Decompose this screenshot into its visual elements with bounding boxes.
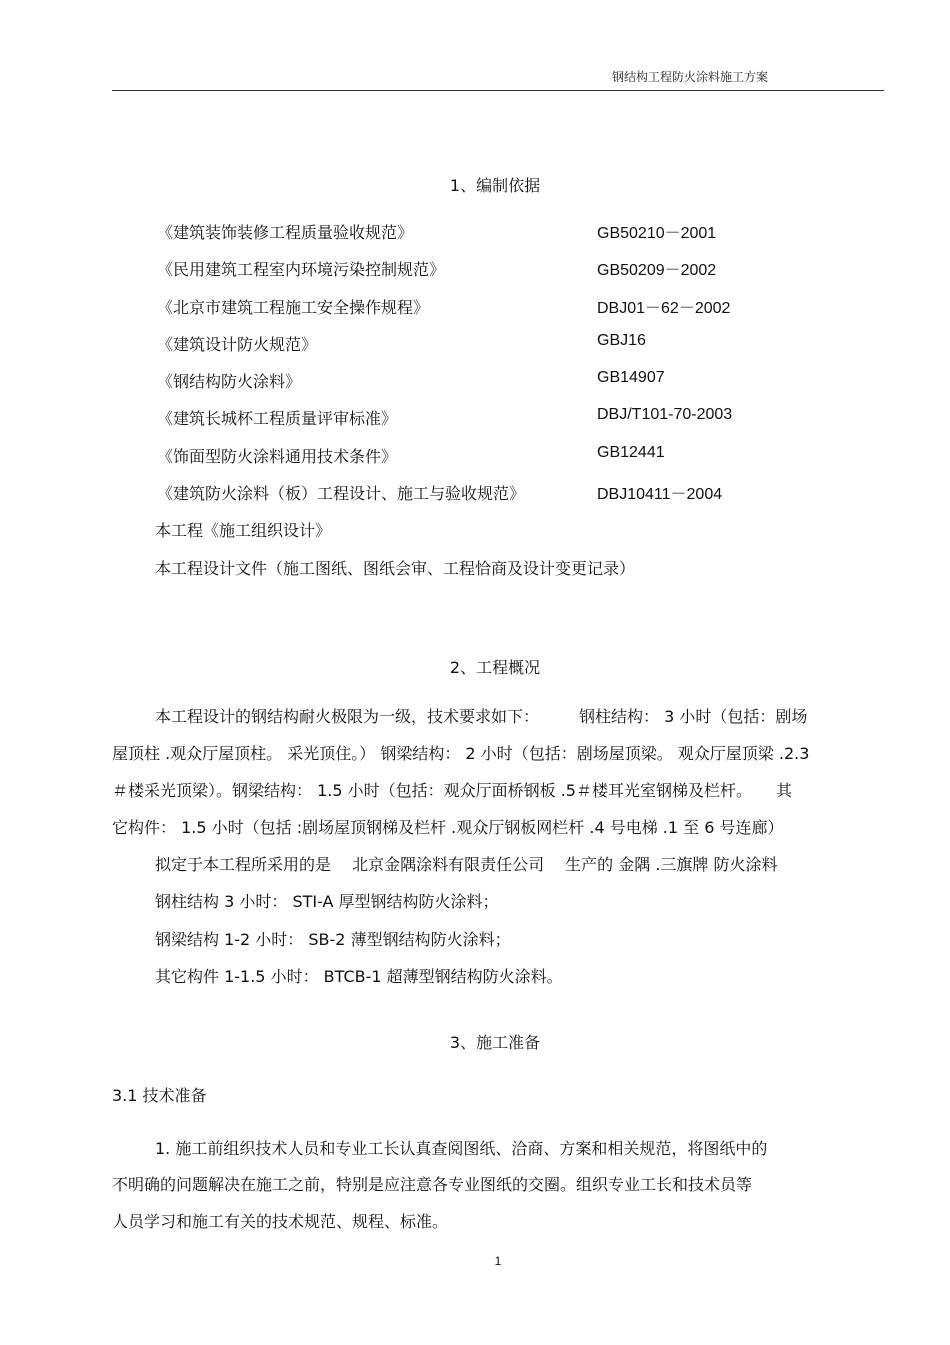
reference-title: 《建筑设计防火规范》	[157, 335, 318, 354]
reference-title: 《建筑装饰装修工程质量验收规范》	[157, 223, 414, 242]
section-1-heading: 1、编制依据	[449, 176, 541, 195]
reference-code: DBJ01－62－2002	[597, 300, 731, 317]
reference-code: GB50209－2002	[597, 262, 717, 279]
paragraph-line: 本工程设计的钢结构耐火极限为一级，技术要求如下： 钢柱结构： 3 小时（包括：剧场	[155, 707, 808, 726]
paragraph-line: 屋顶柱 .观众厅屋顶柱。 采光顶住。） 钢梁结构： 2 小时（包括：剧场屋顶梁。 观众厅屋顶梁 .2.3	[112, 744, 810, 763]
paragraph-line: 它构件： 1.5 小时（包括 :剧场屋顶钢梯及栏杆 .观众厅钢板网栏杆 .4 号电梯 .1 至 6 号连廊）	[112, 818, 784, 837]
paragraph-line: 不明确的问题解决在施工之前，特别是应注意各专业图纸的交圈。组织专业工长和技术员等	[112, 1175, 753, 1194]
subsection-heading: 3.1 技术准备	[112, 1086, 207, 1105]
paragraph-line: ＃楼采光顶梁）。钢梁结构： 1.5 小时（包括：观众厅面桥钢板 .5＃楼耳光室钢梯及栏杆。 其	[112, 781, 792, 800]
reference-title: 《建筑长城杯工程质量评审标准》	[157, 409, 398, 428]
reference-code: GB14907	[597, 369, 665, 386]
reference-code: DBJ10411－2004	[597, 486, 723, 503]
reference-title: 《钢结构防火涂料》	[157, 372, 302, 391]
section-3-heading: 3、施工准备	[449, 1033, 541, 1052]
reference-extra-2: 本工程设计文件（施工图纸、图纸会审、工程恰商及设计变更记录）	[155, 559, 636, 578]
coating-item: 其它构件 1-1.5 小时： BTCB-1 超薄型钢结构防火涂料。	[155, 967, 563, 986]
reference-code: GB50210－2001	[597, 225, 717, 242]
coating-item: 钢梁结构 1-2 小时： SB-2 薄型钢结构防火涂料；	[155, 930, 511, 949]
paragraph-line: 1. 施工前组织技术人员和专业工长认真查阅图纸、洽商、方案和相关规范，将图纸中的	[155, 1139, 768, 1158]
reference-title: 《北京市建筑工程施工安全操作规程》	[157, 298, 430, 317]
header-divider	[112, 90, 884, 91]
reference-title: 《饰面型防火涂料通用技术条件》	[157, 447, 398, 466]
reference-code: GBJ16	[597, 332, 646, 349]
reference-extra-1: 本工程《施工组织设计》	[155, 521, 332, 540]
reference-code: DBJ/T101-70-2003	[597, 406, 733, 423]
coating-item: 钢柱结构 3 小时： STI-A 厚型钢结构防火涂料；	[155, 892, 499, 911]
reference-code: GB12441	[597, 444, 665, 461]
coating-plan-line: 拟定于本工程所采用的是 北京金隅涂料有限责任公司 生产的 金隅 .三旗牌 防火涂料	[155, 855, 778, 874]
running-header: 钢结构工程防火涂料施工方案	[611, 70, 768, 84]
reference-title: 《建筑防火涂料（板）工程设计、施工与验收规范》	[157, 484, 526, 503]
paragraph-line: 人员学习和施工有关的技术规范、规程、标准。	[112, 1212, 449, 1231]
reference-title: 《民用建筑工程室内环境污染控制规范》	[157, 260, 446, 279]
page-number: 1	[494, 1254, 502, 1268]
section-2-heading: 2、工程概况	[449, 658, 541, 677]
